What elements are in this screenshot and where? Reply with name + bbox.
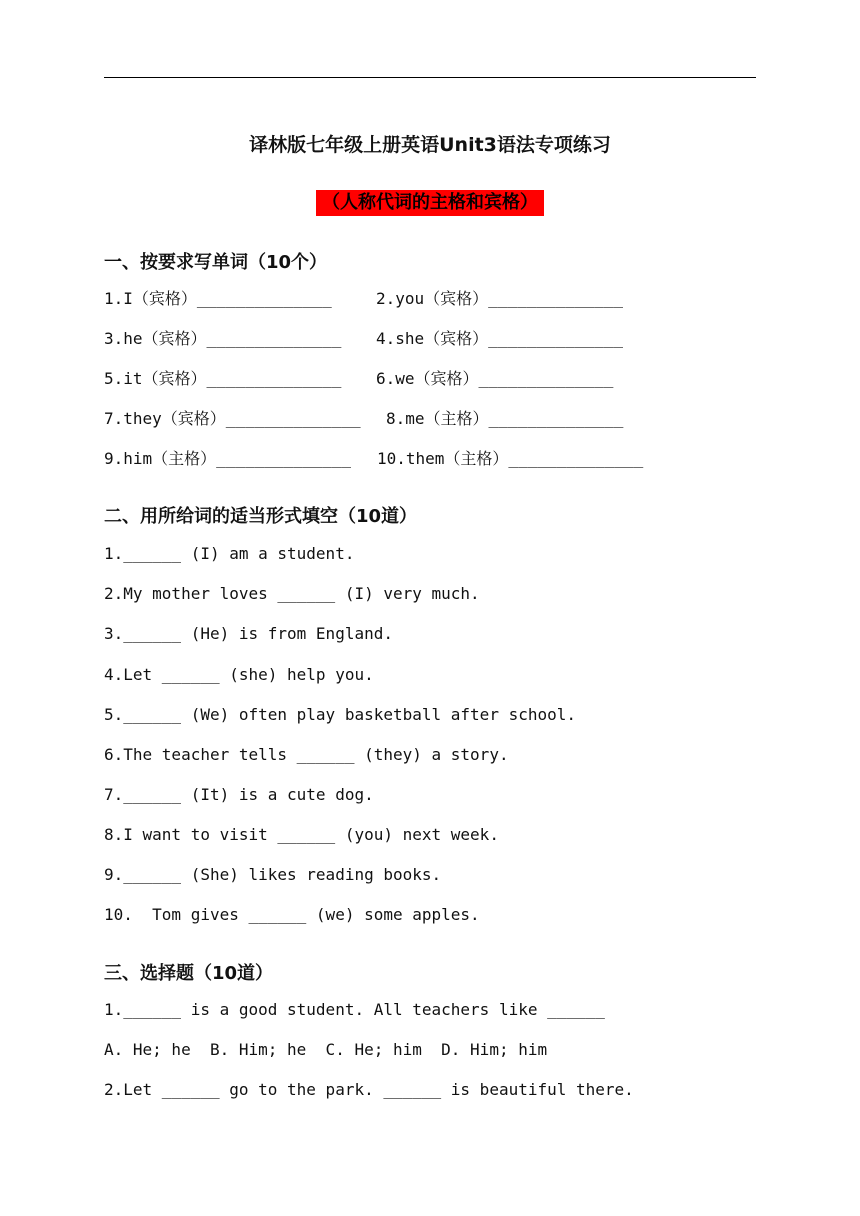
s1-row3-left: 5.it（宾格）______________ [104, 369, 342, 388]
s2-item-9: 9.______ (She) likes reading books. [104, 865, 442, 884]
section1-heading: 一、按要求写单词（10个） [104, 252, 328, 273]
s1-row4-left: 7.they（宾格）______________ [104, 409, 361, 428]
s1-row2-left: 3.he（宾格）______________ [104, 329, 342, 348]
s2-item-4: 4.Let ______ (she) help you. [104, 665, 374, 684]
s3-item-1: 1.______ is a good student. All teachers like ______ [104, 1000, 605, 1019]
s1-row1-left: 1.I（宾格）______________ [104, 289, 332, 308]
s1-row5-right: 10.them（主格）______________ [377, 449, 644, 468]
s2-item-5: 5.______ (We) often play basketball after school. [104, 705, 577, 724]
s2-item-10: 10. Tom gives ______ (we) some apples. [104, 905, 480, 924]
s1-row2-right: 4.she（宾格）______________ [376, 329, 624, 348]
s2-item-6: 6.The teacher tells ______ (they) a story. [104, 745, 509, 764]
s3-item-2: 2.Let ______ go to the park. ______ is beautiful there. [104, 1080, 634, 1099]
s1-row4-right: 8.me（主格）______________ [386, 409, 624, 428]
s2-item-8: 8.I want to visit ______ (you) next week. [104, 825, 499, 844]
s3-options-1: A. He; he B. Him; he C. He; him D. Him; him [104, 1040, 548, 1059]
s2-item-3: 3.______ (He) is from England. [104, 624, 393, 643]
page-title: 译林版七年级上册英语Unit3语法专项练习 [249, 134, 611, 156]
s2-item-1: 1.______ (I) am a student. [104, 544, 355, 563]
s1-row1-right: 2.you（宾格）______________ [376, 289, 624, 308]
header-rule [104, 77, 756, 78]
s1-row5-left: 9.him（主格）______________ [104, 449, 352, 468]
s1-row3-right: 6.we（宾格）______________ [376, 369, 614, 388]
subtitle-highlight: （人称代词的主格和宾格） [316, 190, 544, 216]
s2-item-7: 7.______ (It) is a cute dog. [104, 785, 374, 804]
s2-item-2: 2.My mother loves ______ (I) very much. [104, 584, 480, 603]
section2-heading: 二、用所给词的适当形式填空（10道） [104, 506, 418, 527]
section3-heading: 三、选择题（10道） [104, 963, 274, 984]
